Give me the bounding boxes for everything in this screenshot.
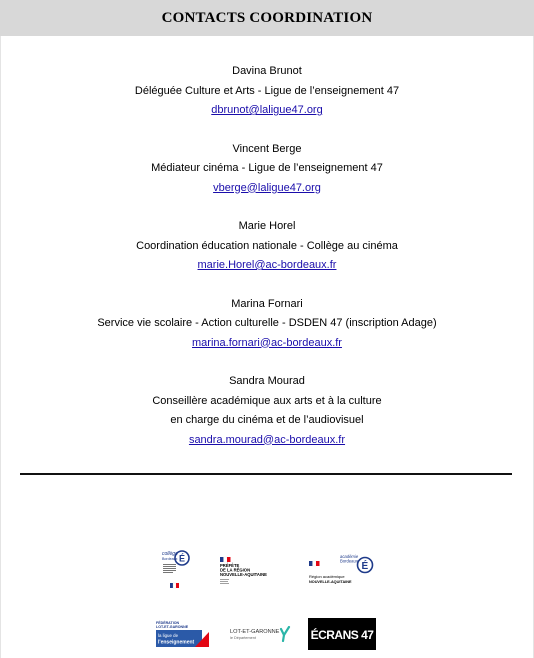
contact-role: Déléguée Culture et Arts - Ligue de l’enseignement 47 — [134, 84, 400, 97]
college-logo-text: collège — [162, 551, 178, 557]
contact-email-link[interactable]: marina.fornari@ac-bordeaux.fr — [192, 336, 342, 349]
college-logo-sub: Bordeaux — [162, 557, 178, 561]
contact-card — [152, 372, 381, 450]
contact-card — [136, 217, 398, 276]
contact-role: Coordination éducation nationale - Collège au cinéma — [136, 239, 398, 252]
lotgaronne-text-1: LOT-ET-GARONNE — [230, 629, 280, 635]
contact-card — [135, 62, 399, 121]
header-bar — [0, 0, 534, 36]
prefet-text-1: PRÉFÈTE — [220, 563, 240, 568]
ligue-logo-icon — [155, 620, 209, 648]
contact-email-link[interactable]: dbrunot@laligue47.org — [211, 104, 323, 116]
contact-role: Service vie scolaire - Action culturelle - DSDEN 47 (inscription Adage) — [97, 317, 437, 329]
academie-logo-icon — [308, 552, 374, 586]
svg-text:É: É — [361, 561, 369, 572]
college-logo-icon — [160, 548, 192, 592]
academie-text-1: académie — [340, 554, 359, 559]
ligue-text-1: FÉDÉRATION — [156, 621, 180, 625]
contact-name: Vincent Berge — [232, 142, 302, 155]
contact-name: Davina Brunot — [232, 65, 302, 77]
contact-role: Médiateur cinéma - Ligue de l’enseignement 47 — [151, 162, 383, 174]
ligue-text-4: l'enseignement — [158, 639, 195, 646]
svg-text:É: É — [179, 553, 186, 564]
contact-name: Sandra Mourad — [229, 375, 305, 387]
section-divider — [20, 473, 512, 475]
contact-role: Conseillère académique aux arts et à la culture — [152, 394, 382, 407]
contact-email-link[interactable]: sandra.mourad@ac-bordeaux.fr — [188, 433, 346, 446]
contact-email-link[interactable]: vberge@laligue47.org — [213, 181, 321, 194]
contact-name: Marina Fornari — [231, 297, 303, 310]
ecrans47-logo-icon — [308, 618, 376, 650]
prefet-text-3: NOUVELLE-AQUITAINE — [220, 572, 267, 577]
ligue-text-2: LOT-ET-GARONNE — [156, 625, 189, 629]
academie-text-3: Région académique — [309, 574, 345, 579]
ligue-text-3: la ligue de — [158, 633, 179, 638]
ecrans-text: ÉCRANS 47 — [310, 628, 374, 642]
contact-email-link[interactable]: marie.Horel@ac-bordeaux.fr — [197, 259, 337, 271]
marianne-logo-icon — [218, 556, 280, 588]
contact-card — [97, 295, 436, 354]
lot-et-garonne-logo-icon — [229, 626, 291, 642]
contact-role: en charge du cinéma et de l’audiovisuel — [170, 414, 364, 426]
academie-text-4: NOUVELLE-AQUITAINE — [309, 580, 352, 584]
contact-card — [151, 140, 383, 199]
contacts-list — [0, 62, 534, 469]
academie-text-2: Bordeaux — [340, 558, 358, 564]
contact-name: Marie Horel — [238, 220, 296, 232]
lotgaronne-text-2: le Département — [230, 636, 256, 640]
prefet-text-2: DE LA RÉGION — [220, 567, 251, 573]
page-title: CONTACTS COORDINATION — [161, 9, 373, 26]
